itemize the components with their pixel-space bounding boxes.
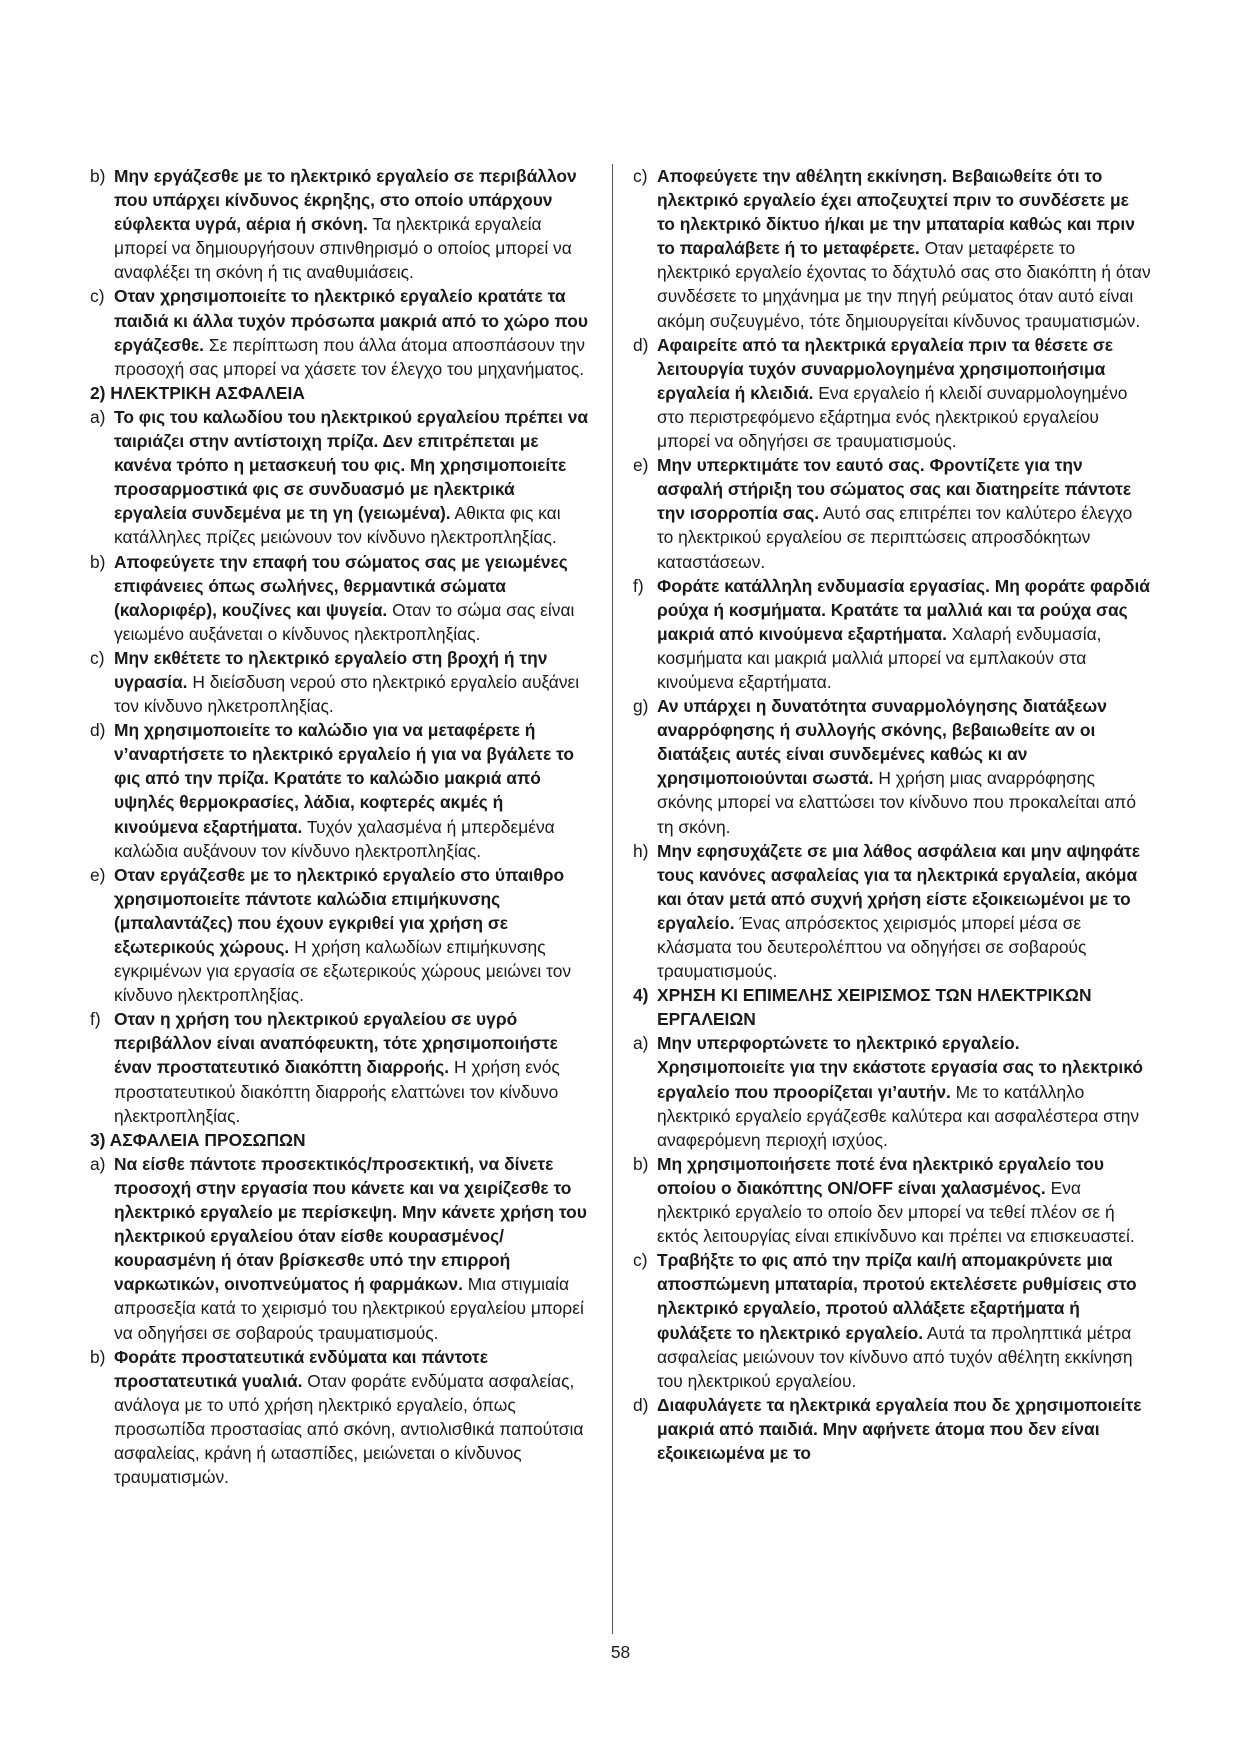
item-letter: e) [633, 455, 649, 476]
item-explanation: Η διείσδυση νερού στο ηλεκτρικό εργαλείο αυξάνει τον κίνδυνο ηλκετροπληξίας. [114, 671, 580, 717]
item-letter: b) [90, 166, 106, 186]
item-warning: Διαφυλάγετε τα ηλεκτρικά εργαλεία που δε χρησιμοποιείτε μακριά από παιδιά. Μην αφήνετε άτομα που δεν είναι εξοικειωμένα με το [657, 1394, 1142, 1463]
item-explanation: Σε περίπτωση που άλλα άτομα αποσπάσουν την προσοχή σας μπορεί να χάσετε τον έλεγχο του μηχανήματος. [114, 334, 585, 379]
item-warning: Μην εκθέτετε το ηλεκτρικό εργαλείο στη βροχή ή την υγρασία. [114, 647, 548, 692]
section-number: 4) [633, 985, 649, 1006]
item-letter: b) [90, 551, 106, 572]
safety-item [633, 1152, 1151, 1248]
item-letter: c) [90, 286, 105, 307]
item-letter: d) [633, 334, 649, 355]
item-explanation: Αυτά τα προληπτικά μέτρα ασφαλείας μειώνουν τον κίνδυνο από τυχόν αθέλητη εκκίνηση του ηλεκτρικού εργαλείου. [657, 1322, 1133, 1391]
item-warning: Αποφεύγετε την αθέλητη εκκίνηση. Βεβαιωθείτε ότι το ηλεκτρικό εργαλείο έχει αποζευχτεί πριν το συνδέσετε με το ηλεκτρικό δίκτυο ή/και με την μπαταρία καθώς και πριν το παραλάβετε ή το μεταφέρετε. [657, 166, 1135, 259]
safety-item [90, 284, 590, 380]
section-heading: 2) ΗΛΕΚΤΡΙΚΗ ΑΣΦΑΛΕΙΑ [90, 382, 305, 403]
item-warning: Οταν η χρήση του ηλεκτρικού εργαλείου σε υγρό περιβάλλον είναι αναπόφευκτη, τότε χρησιμοποιήστε έναν προστατευτικό διακόπτη διαρροής. [114, 1009, 558, 1078]
item-warning: Μην υπερφορτώνετε το ηλεκτρικό εργαλείο. Χρησιμοποιείτε για την εκάστοτε εργασία σας το ηλεκτρικό εργαλείο που προορίζεται γι’αυτήν. [657, 1033, 1144, 1102]
item-letter: a) [90, 406, 106, 427]
safety-item [633, 164, 1151, 333]
item-warning: Οταν εργάζεσθε με το ηλεκτρικό εργαλείο στο ύπαιθρο χρησιμοποιείτε πάντοτε καλώδια επιμήκυνσης (μπαλαντάζες) που έχουν εγκριθεί για χρήση σε εξωτερικούς χώρους. [114, 864, 565, 957]
safety-item [90, 405, 590, 550]
item-warning: Μην υπερκτιμάτε τον εαυτό σας. Φροντίζετε για την ασφαλή στήριξη του σώματος σας και διατηρείτε πάντοτε την ισορροπία σας. [657, 455, 1132, 524]
item-explanation: Τυχόν χαλασμένα ή μπερδεμένα καλώδια αυξάνουν τον κίνδυνο ηλεκτροπληξίας. [114, 816, 555, 861]
safety-item [90, 718, 590, 863]
safety-item [90, 164, 590, 284]
safety-item [633, 694, 1151, 839]
safety-item [90, 646, 590, 718]
safety-item [633, 1031, 1151, 1151]
safety-item [90, 1152, 590, 1345]
item-warning: Μην εφησυχάζετε σε μια λάθος ασφάλεια και μην αψηφάτε τους κανόνες ασφαλείας για τα ηλεκτρικά εργαλεία, ακόμα και όταν μετά από συχνή χρήση είστε εξοικειωμένοι με το εργαλείο. [657, 840, 1140, 933]
section-title: ΧΡΗΣΗ ΚΙ ΕΠΙΜΕΛΗΣ ΧΕΙΡΙΣΜΟΣ ΤΩΝ ΗΛΕΚΤΡΙΚΩΝ ΕΡΓΑΛΕΙΩΝ [657, 985, 1092, 1030]
safety-item [633, 453, 1151, 573]
left-column [90, 164, 590, 1489]
item-warning: Φοράτε προστατευτικά ενδύματα και πάντοτε προστατευτικά γυαλιά. [114, 1346, 488, 1391]
safety-item [90, 1345, 590, 1490]
item-explanation: Αυτό σας επιτρέπει τον καλύτερο έλεγχο το ηλεκτρικού εργαλείου σε περιπτώσεις απροσδόκητων καταστάσεων. [657, 503, 1133, 572]
safety-item [633, 574, 1151, 694]
right-column [633, 164, 1151, 1465]
safety-item [90, 550, 590, 646]
item-explanation: Οταν φοράτε ενδύματα ασφαλείας, ανάλογα με το υπό χρήση ηλεκτρικό εργαλείο, όπως προσωπίδα προστασίας από σκόνη, αντιολισθικά παπούτσια ασφαλείας, κράνη ή ωτασπίδες, μειώνεται ο κίνδυνος τραυματισμών. [114, 1370, 584, 1488]
item-warning: Το φις του καλωδίου του ηλεκτρικού εργαλείου πρέπει να ταιριάζει στην αντίστοιχη πρίζα. Δεν επιτρέπεται με κανένα τρόπο η μετασκευή του φις. Μη χρησιμοποιείτε προσαρμοστικά φις σε συνδυασμό με ηλεκτρικά εργαλεία συνδεμένα με τη γη (γειωμένα). [114, 406, 589, 524]
item-letter: g) [633, 696, 649, 717]
item-letter: f) [90, 1009, 101, 1030]
item-warning: Μη χρησιμοποιείτε το καλώδιο για να μεταφέρετε ή ν’αναρτήσετε το ηλεκτρικό εργαλείο ή για να βγάλετε το φις από την πρίζα. Κρατάτε το καλώδιο μακριά από υψηλές θερμοκρασίες, λάδια, κοφτερές ακμές ή κινούμενα εξαρτήματα. [114, 720, 575, 837]
item-warning: Μην εργάζεσθε με το ηλεκτρικό εργαλείο σε περιβάλλον που υπάρχει κίνδυνος έκρηξης, στο οποίο υπάρχουν εύφλεκτα υγρά, αέρια ή σκόνη. [114, 166, 577, 235]
item-explanation: Ενα ηλεκτρικό εργαλείο το οποίο δεν μπορεί να τεθεί πλέον σε ή εκτός λειτουργίας είναι επικίνδυνο και πρέπει να επισκευαστεί. [657, 1177, 1135, 1247]
item-warning: Οταν χρησιμοποιείτε το ηλεκτρικό εργαλείο κρατάτε τα παιδιά κι άλλα τυχόν πρόσωπα μακριά από το χώρο που εργάζεσθε. [114, 286, 588, 355]
item-letter: d) [633, 1394, 649, 1415]
item-letter: a) [90, 1153, 106, 1174]
item-letter: c) [90, 647, 105, 668]
item-letter: a) [633, 1033, 649, 1054]
item-letter: c) [633, 166, 648, 186]
item-letter: c) [633, 1250, 648, 1271]
item-letter: h) [633, 840, 649, 861]
item-letter: b) [90, 1346, 106, 1367]
safety-item [633, 839, 1151, 984]
item-letter: d) [90, 720, 106, 741]
item-explanation: Με το κατάλληλο ηλεκτρικό εργαλείο εργάζεσθε καλύτερα και ασφαλέστερα στην αναφερόμενη περιοχή ισχύος. [657, 1081, 1140, 1150]
item-explanation: Η χρήση καλωδίων επιμήκυνσης εγκριμένων για εργασία σε εξωτερικούς χώρους μειώνει τον κίνδυνο ηλεκτροπληξίας. [114, 937, 572, 1006]
column-divider [612, 164, 613, 1634]
item-explanation: Η χρήση ενός προστατευτικού διακόπτη διαρροής ελαττώνει τον κίνδυνο ηλεκτροπληξίας. [114, 1057, 560, 1126]
item-explanation: Μια στιγμιαία απροσεξία κατά το χειρισμό του ηλεκτρικού εργαλείου μπορεί να οδηγήσει σε σοβαρούς τραυματισμούς. [114, 1274, 584, 1343]
item-letter: b) [633, 1153, 649, 1174]
safety-item [633, 1248, 1151, 1393]
safety-item [633, 1393, 1151, 1465]
item-letter: f) [633, 575, 644, 596]
item-explanation: Οταν μεταφέρετε το ηλεκτρικό εργαλείο έχοντας το δάχτυλό σας στο διακόπτη ή όταν συνδέσετε το μηχάνημα με την πηγή ρεύματος όταν αυτό είναι ακόμη συζευγμένο, τότε δημιουργείται κίνδυνος τραυματισμών. [657, 238, 1151, 331]
item-warning: Φοράτε κατάλληλη ενδυμασία εργασίας. Μη φοράτε φαρδιά ρούχα ή κοσμήματα. Κρατάτε τα μαλλιά και τα ρούχα σας μακριά από κινούμενα εξαρτήματα. [657, 575, 1151, 644]
safety-item [90, 863, 590, 1008]
item-explanation: Οταν το σώμα σας είναι γειωμένο αυξάνεται ο κίνδυνος ηλεκτροπληξίας. [114, 599, 575, 644]
item-warning: Να είσθε πάντοτε προσεκτικός/προσεκτική, να δίνετε προσοχή στην εργασία που κάνετε και να χειρίζεσθε το ηλεκτρικό εργαλείο με περίσκεψη. Μην κάνετε χρήση του ηλεκτρικού εργαλείου όταν είσθε κουρασμένος/κουρασμένη ή όταν βρίσκεσθε υπό την επιρροή ναρκωτικών, οινοπνεύματος ή φαρμάκων. [114, 1153, 587, 1295]
item-explanation: Τα ηλεκτρικά εργαλεία μπορεί να δημιουργήσουν σπινθηρισμό ο οποίος μπορεί να αναφλέξει τη σκόνη ή τις αναθυμιάσεις. [114, 214, 572, 283]
page-number: 58 [610, 1642, 631, 1662]
section-heading: 3) ΑΣΦΑΛΕΙΑ ΠΡΟΣΩΠΩΝ [90, 1129, 306, 1150]
safety-item [633, 333, 1151, 453]
item-warning: Αφαιρείτε από τα ηλεκτρικά εργαλεία πριν τα θέσετε σε λειτουργία τυχόν συναρμολογημένα χρησιμοποιήσιμα εργαλεία ή κλειδιά. [657, 334, 1113, 403]
item-explanation: Ένας απρόσεκτος χειρισμός μπορεί μέσα σε κλάσματα του δευτερολέπτου να οδηγήσει σε σοβαρούς τραυματισμούς. [657, 912, 1087, 982]
item-letter: e) [90, 864, 106, 885]
item-explanation: Αθικτα φις και κατάλληλες πρίζες μειώνουν τον κίνδυνο ηλεκτροπληξίας. [114, 503, 561, 548]
section-heading [633, 983, 1151, 1031]
item-warning: Αποφεύγετε την επαφή του σώματος σας με γειωμένες επιφάνειες όπως σωλήνες, θερμαντικά σώματα (καλοριφέρ), κουζίνες και ψυγεία. [114, 551, 568, 620]
item-warning: Αν υπάρχει η δυνατότητα συναρμολόγησης διατάξεων αναρρόφησης ή συλλογής σκόνης, βεβαιωθείτε αν οι διατάξεις αυτές είναι συνδεμένες καθώς κι αν χρησιμοποιούνται σωστά. [657, 696, 1107, 789]
item-explanation: Η χρήση μιας αναρρόφησης σκόνης μπορεί να ελαττώσει τον κίνδυνο που προκαλείται από τη σκόνη. [657, 768, 1137, 837]
item-warning: Μη χρησιμοποιήσετε ποτέ ένα ηλεκτρικό εργαλείο του οποίου ο διακόπτης ON/OFF είναι χαλασμένος. [657, 1153, 1104, 1198]
item-explanation: Χαλαρή ενδυμασία, κοσμήματα και μακριά μαλλιά μπορεί να εμπλακούν στα κινούμενα εξαρτήματα. [657, 623, 1102, 692]
item-warning: Τραβήξτε το φις από την πρίζα και/ή απομακρύνετε μια αποσπώμενη μπαταρία, προτού εκτελέσετε ρυθμίσεις στο ηλεκτρικό εργαλείο, προτού αλλάξετε εξαρτήματα ή φυλάξετε το ηλεκτρικό εργαλείο. [657, 1250, 1137, 1343]
safety-item [90, 1007, 590, 1127]
item-explanation: Ενα εργαλείο ή κλειδί συναρμολογημένο στο περιστρεφόμενο εξάρτημα ενός ηλεκτρικού εργαλείου μπορεί να οδηγήσει σε τραυματισμούς. [657, 382, 1128, 452]
